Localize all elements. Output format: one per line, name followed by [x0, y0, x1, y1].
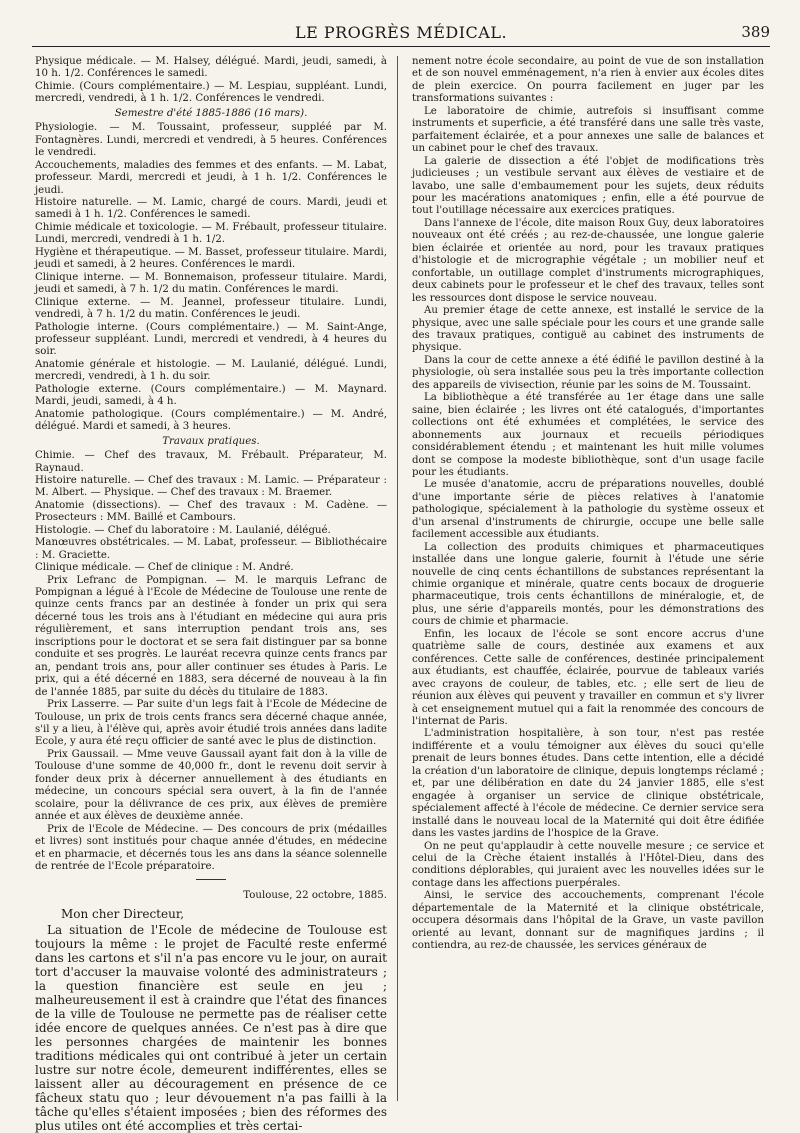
paragraph: Chimie. (Cours complémentaire.) — M. Lespiau, suppléant. Lundi, mercredi, vendredi, à 1 h. 1/2. Conférences le vendredi.: [35, 80, 387, 105]
section-heading: Travaux pratiques.: [162, 435, 260, 447]
paragraph: Anatomie pathologique. (Cours complémentaire.) — M. André, délégué. Mardi et samedi, à 3 heures.: [35, 408, 387, 433]
paragraph: On ne peut qu'applaudir à cette nouvelle mesure ; ce service et celui de la Crèche étaient installés à l'Hôtel-Dieu, dans des conditions déplorables, qui juraient avec les nouvelles idées sur le contage dans les affections puerpérales.: [412, 840, 764, 889]
paragraph: Dans la cour de cette annexe a été édifié le pavillon destiné à la physiologie, où sera installée sous peu la très importante collection des appareils de vivisection, réunie par les soins de M. Toussaint.: [412, 354, 764, 391]
paragraph: La situation de l'Ecole de médecine de Toulouse est toujours la même : le projet de Faculté reste enfermé dans les cartons et s'il n'a pas encore vu le jour, on aurait tort d'accuser la mauvaise volonté des administrateurs ; la question financière est seule en jeu ; malheureusement il est à craindre que l'état des finances de la ville de Toulouse ne permette pas de réaliser cette idée encore de quelques années. Ce n'est pas à dire que les personnes chargées de maintenir les bonnes traditions médicales qui ont contribué à jeter un certain lustre sur notre école, demeurent indifférentes, elles se laissent aller au découragement en présence de ce fâcheux statu quo ; leur dévouement n'a pas failli à la tâche qu'elles s'étaient imposées ; bien des réformes des plus utiles ont été accomplies et très certai-: [35, 922, 387, 1133]
journal-title: LE PROGRÈS MÉDICAL.: [294, 23, 508, 42]
page-number: 389: [741, 23, 770, 41]
paragraph: Ainsi, le service des accouchements, comprenant l'école départementale de la Maternité et la clinique obstétricale, occupera désormais dans l'hôpital de la Grave, un vaste pavillon orienté au levant, donnant sur de magnifiques jardins ; il contiendra, au rez-de chaussée, les services généraux de: [412, 890, 764, 952]
paragraph: Histoire naturelle. — Chef des travaux : M. Lamic. — Préparateur : M. Albert. — Physique. — Chef des travaux : M. Braemer.: [35, 474, 387, 499]
paragraph: nement notre école secondaire, au point de vue de son installation et de son nouvel emménagement, n'a rien à envier aux écoles dites de plein exercice. On pourra facilement en juger par les transformations suivantes :: [412, 56, 764, 105]
paragraph: Prix de l'Ecole de Médecine. — Des concours de prix (médailles et livres) sont institués pour chaque année d'études, en médecine et en pharmacie, et décernés tous les ans dans la séance solennelle de rentrée de l'Ecole préparatoire.: [35, 823, 387, 872]
paragraph: Histoire naturelle. — M. Lamic, chargé de cours. Mardi, jeudi et samedi à 1 h. 1/2. Conférences le samedi.: [35, 196, 387, 221]
paragraph: Anatomie (dissections). — Chef des travaux : M. Cadène. — Prosecteurs : MM. Baillé et Cambours.: [35, 499, 387, 524]
letter-date: Toulouse, 22 octobre, 1885.: [243, 890, 387, 902]
paragraph: Le laboratoire de chimie, autrefois si insuffisant comme instruments et superficie, a été transféré dans une salle très vaste, parfaitement éclairée, et a pour annexes une salle de balances et un cabinet pour le chef des travaux.: [412, 105, 764, 155]
paragraph: Anatomie générale et histologie. — M. Laulanié, délégué. Lundi, mercredi, vendredi, à 1 h. du soir.: [35, 358, 387, 383]
paragraph: La bibliothèque a été transférée au 1er étage dans une salle saine, bien éclairée ; les livres ont été catalogués, d'importantes collections ont été exhumées et complétées, le service des abonnements aux journaux et recueils périodiques considérablement étendu ; et maintenant les huit mille volumes dont se compose la modeste bibliothèque, sont d'un usage facile pour les étudiants.: [412, 392, 764, 478]
left-column: [35, 56, 387, 1133]
paragraph: Enfin, les locaux de l'école se sont encore accrus d'une quatrième salle de cours, destinée aux examens et aux conférences. Cette salle de conférences, destinée principalement aux étudiants, est chauffée, éclairée, pourvue de tableaux variés avec crayons de couleur, de tables, etc. ; elle sert de lieu de réunion aux élèves qui peuvent y travailler en commun et s'y livrer à cet enseignement mutuel qui a fait la renommée des concours de l'internat de Paris.: [412, 628, 764, 728]
paragraph: Chimie. — Chef des travaux, M. Frébault. Préparateur, M. Raynaud.: [35, 450, 387, 474]
paragraph: Hygiène et thérapeutique. — M. Basset, professeur titulaire. Mardi, jeudi et samedi, à 2 heures. Conférences le mardi.: [35, 246, 387, 271]
paragraph: La galerie de dissection a été l'objet de modifications très judicieuses ; un vestibule servant aux élèves de vestiaire et de lavabo, une salle d'embaumement pour les sujets, deux réduits pour les macérations anatomiques ; enfin, elle a été pourvue de tout l'outillage nécessaire aux exercices pratiques.: [412, 155, 764, 217]
page-header: [32, 22, 770, 44]
section-heading: Semestre d'été 1885-1886 (16 mars).: [114, 107, 308, 119]
letter-salutation: Mon cher Directeur,: [61, 906, 185, 921]
paragraph: Manœuvres obstétricales. — M. Labat, professeur. — Bibliothécaire : M. Graciette.: [35, 537, 387, 561]
paragraph: Clinique interne. — M. Bonnemaison, professeur titulaire. Mardi, jeudi et samedi, à 7 h. 1/2 du matin. Conférences le mardi.: [35, 271, 387, 296]
paragraph: L'administration hospitalière, à son tour, n'est pas restée indifférente et a voulu témoigner aux élèves du souci qu'elle prenait de leurs bonnes études. Dans cette intention, elle a décidé la création d'un laboratoire de clinique, depuis longtemps réclamé ; et, par une délibération en date du 24 janvier 1885, elle s'est engagée à organiser un service de clinique obstétricale, spécialement affecté à l'école de médecine. Ce dernier service sera installé dans le nouveau local de la Maternité qui doit être édifiée dans les vastes jardins de l'hospice de la Grave.: [412, 728, 764, 840]
paragraph: Prix Lefranc de Pompignan. — M. le marquis Lefranc de Pompignan a légué à l'Ecole de Médecine de Toulouse une rente de quinze cents francs par an destinée à fonder un prix qui sera décerné tous les trois ans à l'étudiant en médecine qui aura pris régulièrement, et sans interruption pendant trois ans, ses inscriptions pour le doctorat et se sera fait distinguer par sa bonne conduite et ses progrès. Le lauréat recevra quinze cents francs par an, pendant trois ans, pour aller continuer ses études à Paris. Le prix, qui a été décerné en 1883, sera décerné de nouveau à la fin de l'année 1885, par suite du décès du titulaire de 1883.: [35, 574, 387, 698]
header-rule: [32, 46, 770, 47]
paragraph: Chimie médicale et toxicologie. — M. Frébault, professeur titulaire. Lundi, mercredi, vendredi à 1 h. 1/2.: [35, 221, 387, 246]
paragraph: Clinique externe. — M. Jeannel, professeur titulaire. Lundi, vendredi, à 7 h. 1/2 du matin. Conférences le jeudi.: [35, 296, 387, 321]
paragraph: Prix Gaussail. — Mme veuve Gaussail ayant fait don à la ville de Toulouse d'une somme de 40,000 fr., dont le revenu doit servir à fonder deux prix à décerner annuellement à des étudiants en médecine, un concours spécial sera ouvert, à la fin de l'année scolaire, pour la délivrance de ces prix, aux élèves de première année et aux élèves de deuxième année.: [35, 748, 387, 823]
section-divider: [196, 879, 226, 880]
right-column: [412, 56, 764, 953]
paragraph: Physiologie. — M. Toussaint, professeur, suppléé par M. Fontagnères. Lundi, mercredi et vendredi, à 5 heures. Conférences le vendredi.: [35, 122, 387, 159]
paragraph: Pathologie externe. (Cours complémentaire.) — M. Maynard. Mardi, jeudi, samedi, à 4 h.: [35, 383, 387, 408]
paragraph: Pathologie interne. (Cours complémentaire.) — M. Saint-Ange, professeur suppléant. Lundi, mercredi et vendredi, à 4 heures du soir.: [35, 321, 387, 358]
paragraph: Prix Lasserre. — Par suite d'un legs fait à l'Ecole de Médecine de Toulouse, un prix de trois cents francs sera décerné chaque année, s'il y a lieu, à l'élève qui, après avoir étudié trois années dans ladite Ecole, y aura été reçu officier de santé avec le plus de distinction.: [35, 699, 387, 748]
paragraph: Au premier étage de cette annexe, est installé le service de la physique, avec une salle spéciale pour les cours et une grande salle des travaux pratiques, contiguë au cabinet des instruments de physique.: [412, 305, 764, 354]
column-separator: [397, 56, 398, 1101]
paragraph: Clinique médicale. — Chef de clinique : M. André.: [35, 562, 294, 574]
paragraph: Physique médicale. — M. Halsey, délégué. Mardi, jeudi, samedi, à 10 h. 1/2. Conférences le samedi.: [35, 56, 387, 80]
paragraph: Accouchements, maladies des femmes et des enfants. — M. Labat, professeur. Mardi, mercredi et jeudi, à 1 h. 1/2. Conférences le jeudi.: [35, 159, 387, 196]
paragraph: Dans l'annexe de l'école, dite maison Roux Guy, deux laboratoires nouveaux ont été créés ; au rez-de-chaussée, une longue galerie bien éclairée et orientée au nord, pour les travaux pratiques d'histologie et de micrographie végétale ; un mobilier neuf et confortable, un outillage complet d'instruments micrographiques, deux cabinets pour le professeur et le chef des travaux, telles sont les ressources dont dispose le service nouveau.: [412, 217, 764, 304]
paragraph: Histologie. — Chef du laboratoire : M. Laulanié, délégué.: [35, 524, 331, 536]
paragraph: La collection des produits chimiques et pharmaceutiques installée dans une longue galerie, fournit à l'étude une série nouvelle de cinq cents échantillons de substances représentant la chimie organique et minérale, quatre cents bocaux de droguerie pharmaceutique, trois cents échantillons de minéralogie, et, de plus, une série d'appareils montés, pour les démonstrations des cours de chimie et pharmacie.: [412, 541, 764, 628]
paragraph: Le musée d'anatomie, accru de préparations nouvelles, doublé d'une importante série de pièces relatives à l'anatomie pathologique, spécialement à la pathologie du système osseux et d'un arsenal d'instruments de chirurgie, occupe une belle salle facilement accessible aux étudiants.: [412, 479, 764, 541]
